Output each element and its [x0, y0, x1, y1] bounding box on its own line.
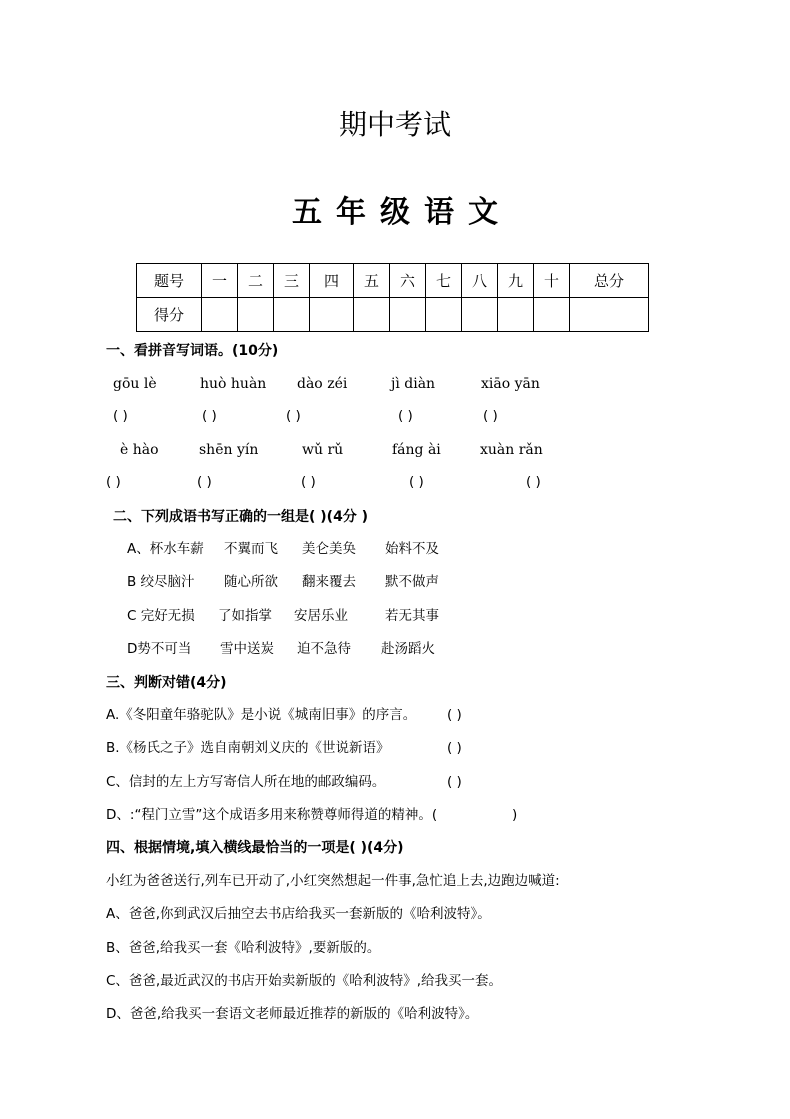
score-table: [136, 263, 649, 332]
answer-blank[interactable]: ( ): [447, 774, 462, 790]
idiom-option: 雪中送炭: [220, 641, 274, 657]
pinyin-item: è hào: [120, 442, 159, 458]
header-cell: 题号: [137, 264, 202, 298]
header-cell: 六: [390, 264, 426, 298]
score-cell[interactable]: [534, 298, 570, 332]
idiom-option: 迫不急待: [297, 641, 351, 657]
answer-blank[interactable]: ( ): [398, 408, 413, 424]
page-title: 期中考试: [338, 108, 451, 141]
pinyin-item: xuàn rǎn: [480, 442, 543, 458]
header-cell: 二: [238, 264, 274, 298]
idiom-option: 始料不及: [385, 541, 439, 557]
answer-blank[interactable]: ( ): [447, 707, 462, 723]
pinyin-item: xiāo yān: [481, 376, 540, 392]
score-row-label: 得分: [137, 298, 202, 332]
judge-item: B.《杨氏之子》选自南朝刘义庆的《世说新语》: [106, 740, 390, 756]
score-table-header-row: [137, 264, 649, 298]
score-cell[interactable]: [354, 298, 390, 332]
pinyin-item: shēn yín: [199, 442, 259, 458]
pinyin-item: jì diàn: [391, 376, 436, 392]
idiom-option: 默不做声: [385, 574, 439, 590]
pinyin-item: huò huàn: [200, 376, 267, 392]
pinyin-item: wǔ rǔ: [302, 442, 344, 458]
idiom-option: 美仑美奂: [302, 541, 356, 557]
score-cell[interactable]: [570, 298, 649, 332]
score-cell[interactable]: [310, 298, 354, 332]
header-cell: 十: [534, 264, 570, 298]
idiom-option: 安居乐业: [294, 608, 348, 624]
header-cell: 一: [202, 264, 238, 298]
score-cell[interactable]: [390, 298, 426, 332]
section-3-title: 三、判断对错(4分): [106, 675, 227, 691]
idiom-option: 赴汤蹈火: [381, 641, 435, 657]
section-4-title: 四、根据情境,填入横线最恰当的一项是( )(4分): [106, 840, 404, 856]
judge-item: D、:“程门立雪”这个成语多用来称赞尊师得道的精神。(: [106, 807, 438, 823]
header-cell: 七: [426, 264, 462, 298]
answer-blank[interactable]: ( ): [526, 474, 541, 490]
idiom-option: 若无其事: [385, 608, 439, 624]
pinyin-item: gōu lè: [113, 376, 157, 392]
answer-blank[interactable]: ( ): [409, 474, 424, 490]
idiom-option: 不翼而飞: [224, 541, 278, 557]
pinyin-item: fáng ài: [392, 442, 441, 458]
idiom-option: A、杯水车薪: [127, 541, 204, 557]
choice-option: C、爸爸,最近武汉的书店开始卖新版的《哈利波特》,给我买一套。: [106, 973, 503, 989]
idiom-option: 随心所欲: [224, 574, 278, 590]
header-cell: 九: [498, 264, 534, 298]
answer-blank[interactable]: ( ): [483, 408, 498, 424]
choice-option: D、爸爸,给我买一套语文老师最近推荐的新版的《哈利波特》。: [106, 1006, 479, 1022]
idiom-option: D势不可当: [127, 641, 192, 657]
score-cell[interactable]: [202, 298, 238, 332]
answer-blank[interactable]: ( ): [286, 408, 301, 424]
idiom-option: 了如指掌: [218, 608, 272, 624]
header-cell: 总分: [570, 264, 649, 298]
score-cell[interactable]: [498, 298, 534, 332]
section-2-title: 二、下列成语书写正确的一组是( )(4分 ): [113, 509, 369, 525]
choice-option: B、爸爸,给我买一套《哈利波特》,要新版的。: [106, 940, 381, 956]
score-cell[interactable]: [238, 298, 274, 332]
question-prompt: 小红为爸爸送行,列车已开动了,小红突然想起一件事,急忙追上去,边跑边喊道:: [106, 873, 560, 889]
score-cell[interactable]: [274, 298, 310, 332]
idiom-option: 翻来覆去: [302, 574, 356, 590]
page-subtitle: 五年级语文: [292, 195, 512, 230]
choice-option: A、爸爸,你到武汉后抽空去书店给我买一套新版的《哈利波特》。: [106, 906, 491, 922]
answer-blank[interactable]: ( ): [202, 408, 217, 424]
answer-blank[interactable]: ( ): [106, 474, 121, 490]
section-1-title: 一、看拼音写词语。(10分): [106, 343, 279, 359]
header-cell: 八: [462, 264, 498, 298]
score-cell[interactable]: [462, 298, 498, 332]
header-cell: 四: [310, 264, 354, 298]
judge-item: C、信封的左上方写寄信人所在地的邮政编码。: [106, 774, 386, 790]
answer-blank[interactable]: ( ): [197, 474, 212, 490]
pinyin-item: dào zéi: [297, 376, 348, 392]
answer-blank[interactable]: ( ): [447, 740, 462, 756]
answer-blank-close[interactable]: ): [512, 807, 518, 823]
judge-item: A.《冬阳童年骆驼队》是小说《城南旧事》的序言。: [106, 707, 417, 723]
score-cell[interactable]: [426, 298, 462, 332]
header-cell: 三: [274, 264, 310, 298]
answer-blank[interactable]: ( ): [301, 474, 316, 490]
idiom-option: B 绞尽脑汁: [127, 574, 195, 590]
idiom-option: C 完好无损: [127, 608, 195, 624]
score-table-score-row: [137, 298, 649, 332]
answer-blank[interactable]: ( ): [113, 408, 128, 424]
header-cell: 五: [354, 264, 390, 298]
